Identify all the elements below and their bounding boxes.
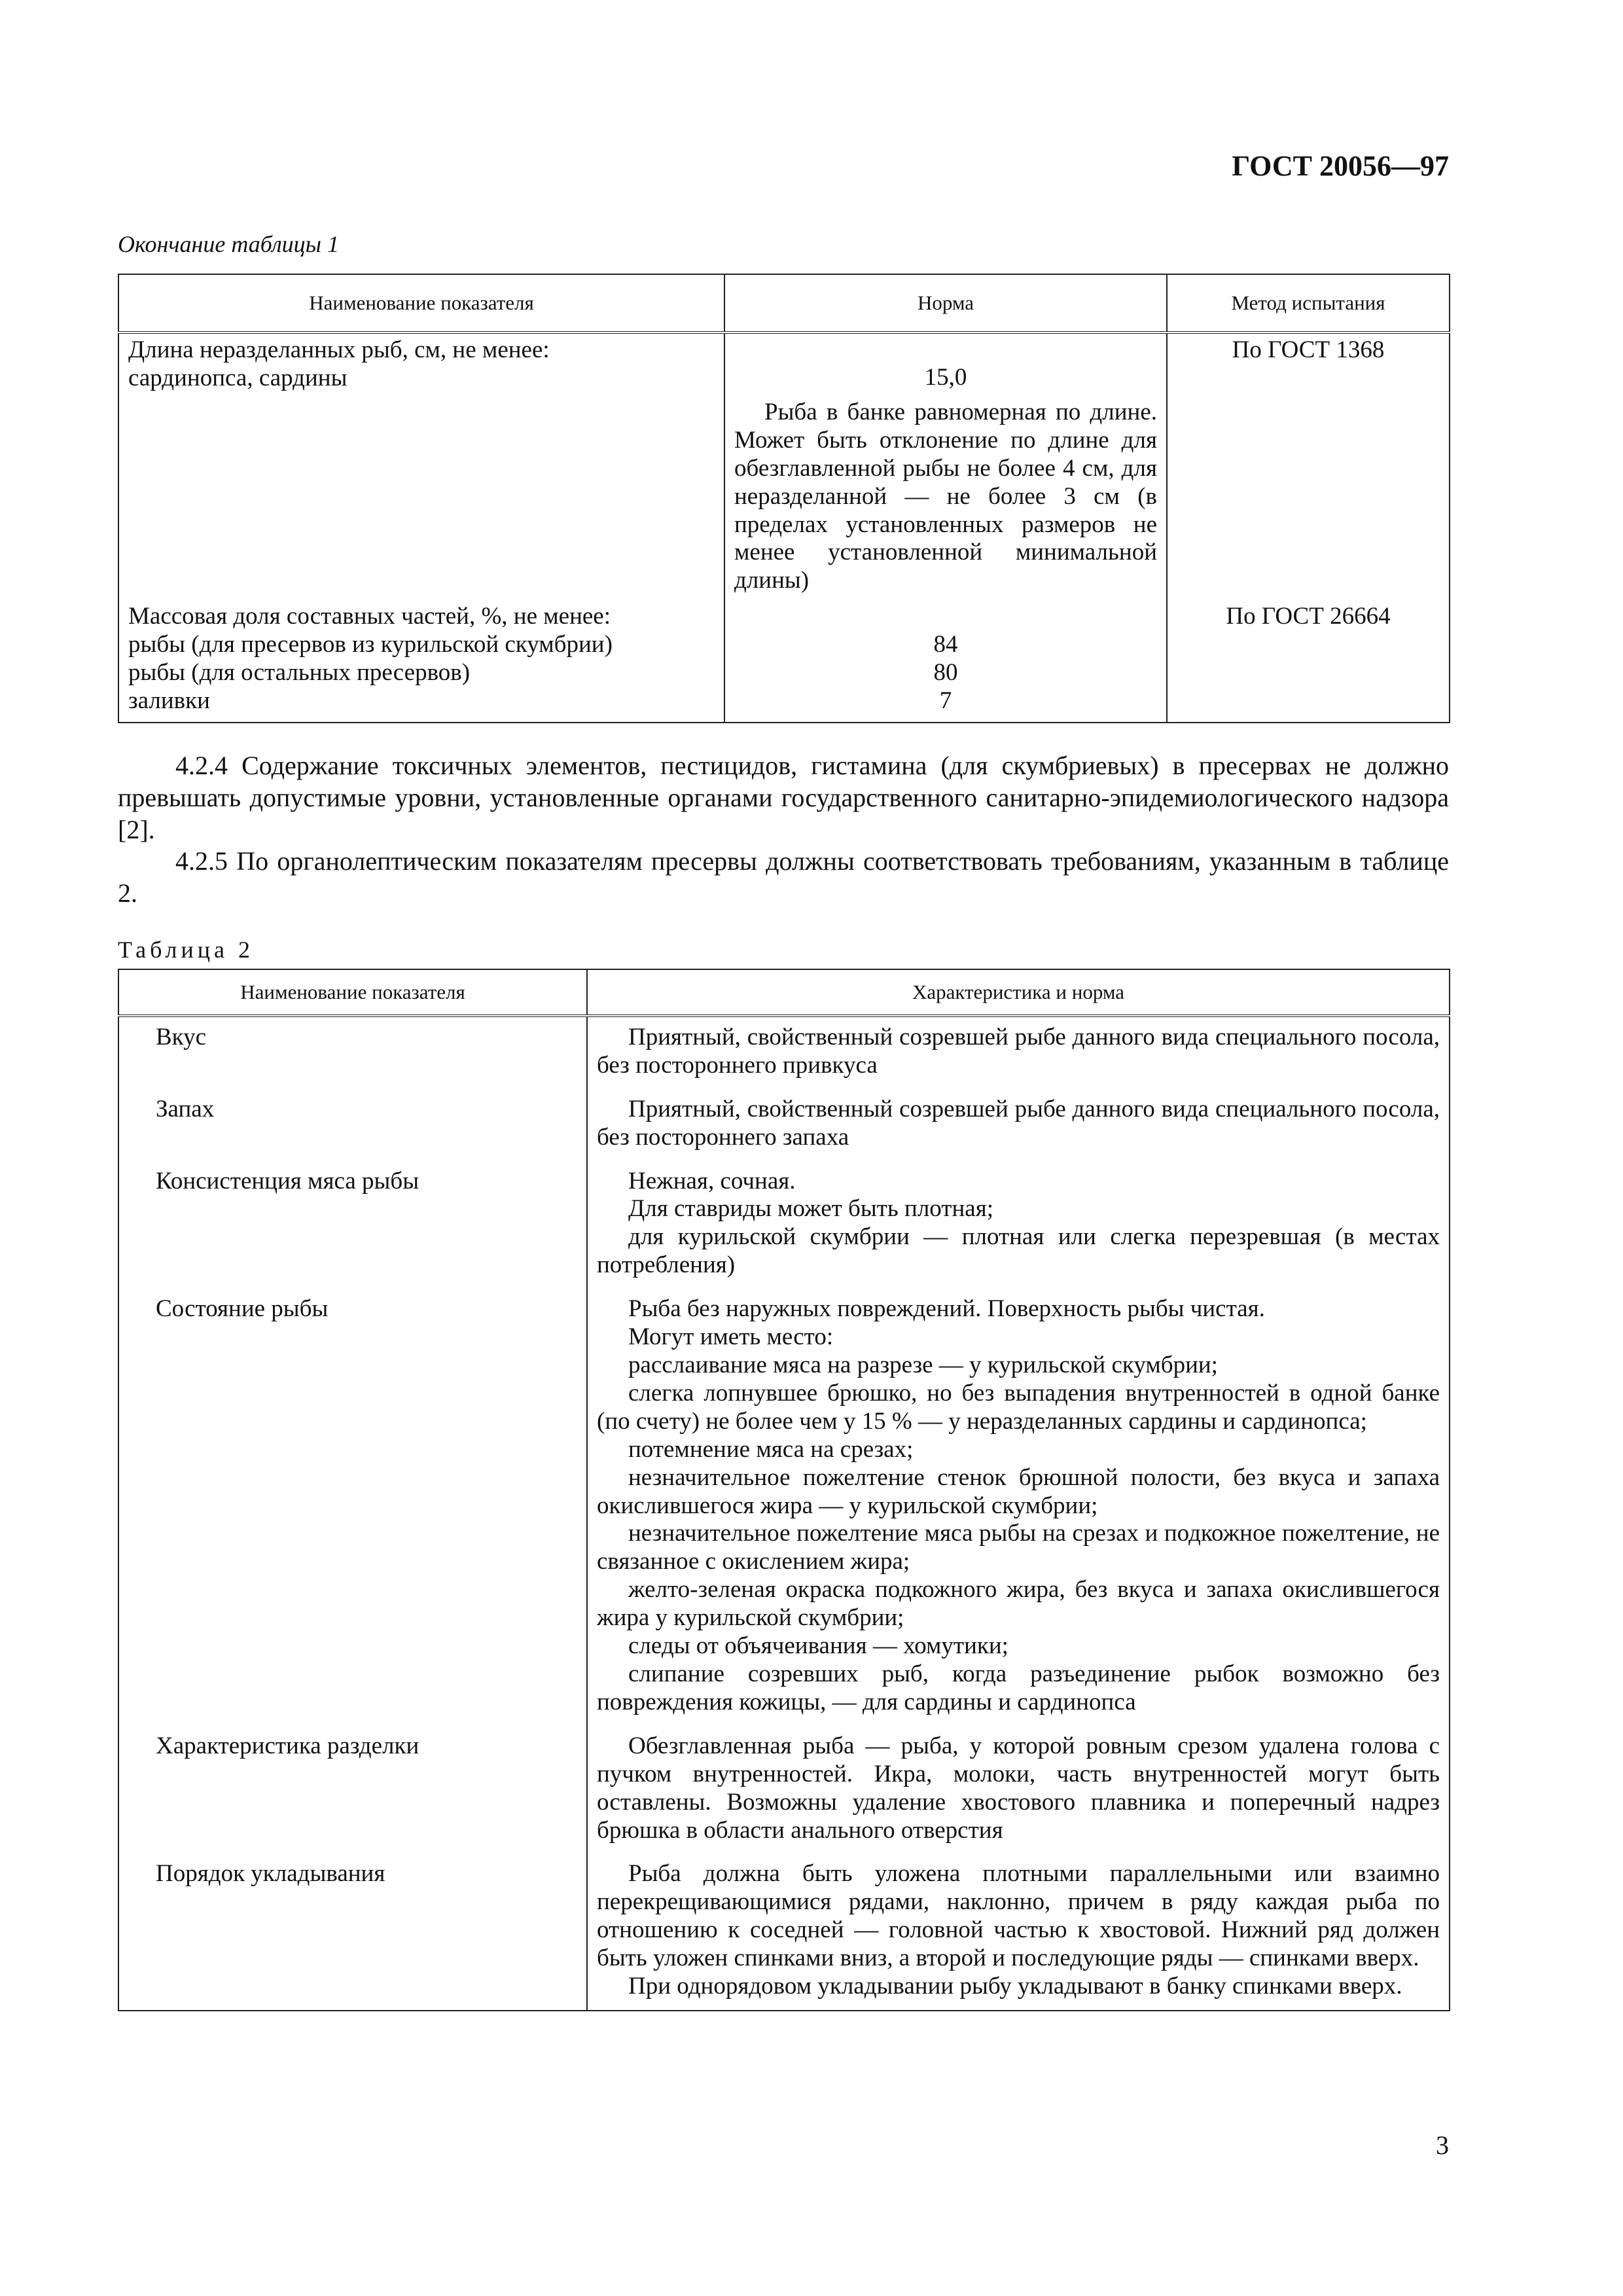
row-condition-line-6: незначительное пожелтение стенок брюшной полости, без вкуса и запаха окислившегося жира — у курильской скумбрии;: [597, 1463, 1440, 1519]
row-length-description: Рыба в банке равномерная по длине. Может быть отклонение по длине для обезглавленной рыбы не более 4 см, для неразделанной — не более 3 см (в пределах установленных размеров не менее установленной минимальной длины): [734, 398, 1157, 594]
row-packing-name: Порядок укладывания: [118, 1854, 587, 2011]
table1-row-mass: [118, 600, 1450, 723]
row-cutting-value: [587, 1726, 1450, 1854]
table1-row-length-norm: [724, 332, 1167, 600]
table1-col-name: Наименование показателя: [118, 274, 724, 332]
table1-row-length-name: [118, 332, 724, 600]
row-condition-line-9: следы от объячеивания — хомутики;: [628, 1632, 1008, 1660]
row-mass-value-1: 84: [933, 631, 958, 658]
row-condition-line-3: расслаивание мяса на разрезе — у курильской скумбрии;: [628, 1352, 1218, 1379]
table1-col-norm: Норма: [724, 274, 1167, 332]
table2-row-taste: [118, 1016, 1450, 1089]
row-smell-line: Приятный, свойственный созревшей рыбе данного вида специального посола, без постороннего запаха: [597, 1095, 1440, 1151]
row-cutting-name: Характеристика разделки: [118, 1726, 587, 1854]
row-condition-line-1: Рыба без наружных повреждений. Поверхность рыбы чистая.: [628, 1295, 1265, 1323]
clause-4-2-4: 4.2.4 Содержание токсичных элементов, пестицидов, гистамина (для скумбриевых) в пресервах не должно превышать допустимые уровни, установленные органами государственного санитарно-эпидемиологического надзора [2].: [118, 751, 1449, 844]
row-taste-value: [587, 1016, 1450, 1089]
table1-col-method: Метод испытания: [1167, 274, 1450, 332]
row-condition-line-2: Могут иметь место:: [628, 1323, 834, 1351]
row-condition-line-5: потемнение мяса на срезах;: [628, 1435, 914, 1463]
table2-row-packing: [118, 1854, 1450, 2011]
row-consistency-name: Консистенция мяса рыбы: [118, 1161, 587, 1289]
table1-row-mass-norm: [724, 600, 1167, 723]
table2-col-characteristic: Характеристика и норма: [587, 969, 1450, 1016]
row-consistency-line-2: Для ставриды может быть плотная;: [628, 1195, 993, 1223]
row-mass-label: Массовая доля составных частей, %, не менее:: [128, 603, 611, 630]
row-taste-name: Вкус: [118, 1016, 587, 1089]
table2-row-smell: [118, 1089, 1450, 1161]
table1-row-length-method: По ГОСТ 1368: [1167, 332, 1450, 600]
row-mass-value-3: 7: [939, 687, 952, 715]
row-consistency-line-1: Нежная, сочная.: [628, 1167, 796, 1194]
row-condition-value: [587, 1289, 1450, 1726]
table2-caption: Таблица 2: [118, 937, 254, 963]
document-code: ГОСТ 20056—97: [1232, 150, 1449, 182]
table2-col-name: Наименование показателя: [118, 969, 587, 1016]
table2-header-row: [118, 969, 1450, 1016]
row-cutting-line: Обезглавленная рыба — рыба, у которой ровным срезом удалена голова с пучком внутренностей. Икра, молоки, часть внутренностей могут быть оставлены. Возможны удаление хвостового плавника и поперечный надрез брюшка в области анального отверстия: [597, 1732, 1440, 1844]
row-mass-value-2: 80: [933, 659, 958, 687]
page-number: 3: [1436, 2130, 1449, 2160]
table2-row-cutting: [118, 1726, 1450, 1854]
table2-row-condition: [118, 1289, 1450, 1726]
clause-4-2-5: 4.2.5 По органолептическим показателям пресервы должны соответствовать требованиям, указанным в таблице 2.: [118, 846, 1449, 908]
row-length-sublabel: сардинопса, сардины: [128, 364, 348, 391]
row-smell-name: Запах: [118, 1089, 587, 1161]
table1-row-mass-name: [118, 600, 724, 723]
row-condition-line-8: желто-зеленая окраска подкожного жира, без вкуса и запаха окислившегося жира у курильской скумбрии;: [597, 1576, 1440, 1632]
row-condition-line-7: незначительное пожелтение мяса рыбы на срезах и подкожное пожелтение, не связанное с окислением жира;: [597, 1520, 1440, 1575]
row-taste-line: Приятный, свойственный созревшей рыбе данного вида специального посола, без постороннего привкуса: [597, 1023, 1440, 1079]
row-mass-sublabel-3: заливки: [128, 687, 210, 714]
row-condition-line-4: слегка лопнувшее брюшко, но без выпадения внутренностей в одной банке (по счету) не более чем у 15 % — у неразделанных сардины и сардинопса;: [597, 1379, 1440, 1435]
row-consistency-line-3: для курильской скумбрии — плотная или слегка перезревшая (в местах потребления): [597, 1223, 1440, 1279]
row-condition-name: Состояние рыбы: [118, 1289, 587, 1726]
table1-caption: Окончание таблицы 1: [118, 231, 340, 257]
row-packing-line-2: При однорядовом укладывании рыбу укладывают в банку спинками вверх.: [628, 1973, 1402, 2000]
row-condition-line-10: слипание созревших рыб, когда разъединение рыбок возможно без повреждения кожицы, — для сардины и сардинопса: [597, 1660, 1440, 1715]
row-length-label: Длина неразделанных рыб, см, не менее:: [128, 336, 550, 363]
table1: [118, 274, 1450, 723]
table2: [118, 969, 1450, 2011]
table1-header-row: [118, 274, 1450, 332]
clauses-block: [118, 750, 1449, 910]
table2-row-consistency: [118, 1161, 1450, 1289]
row-smell-value: [587, 1089, 1450, 1161]
row-packing-value: [587, 1854, 1450, 2011]
row-length-value: 15,0: [924, 364, 967, 391]
row-mass-sublabel-1: рыбы (для пресервов из курильской скумбрии): [128, 631, 613, 658]
table1-row-length: [118, 332, 1450, 600]
row-mass-sublabel-2: рыбы (для остальных пресервов): [128, 659, 471, 687]
table1-row-mass-method: По ГОСТ 26664: [1167, 600, 1450, 723]
row-packing-line-1: Рыба должна быть уложена плотными параллельными или взаимно перекрещивающимися рядами, наклонно, причем в ряду каждая рыба по отношению к соседней — головной частью к хвостовой. Нижний ряд должен быть уложен спинками вниз, а второй и последующие ряды — спинками вверх.: [597, 1860, 1440, 1972]
row-consistency-value: [587, 1161, 1450, 1289]
